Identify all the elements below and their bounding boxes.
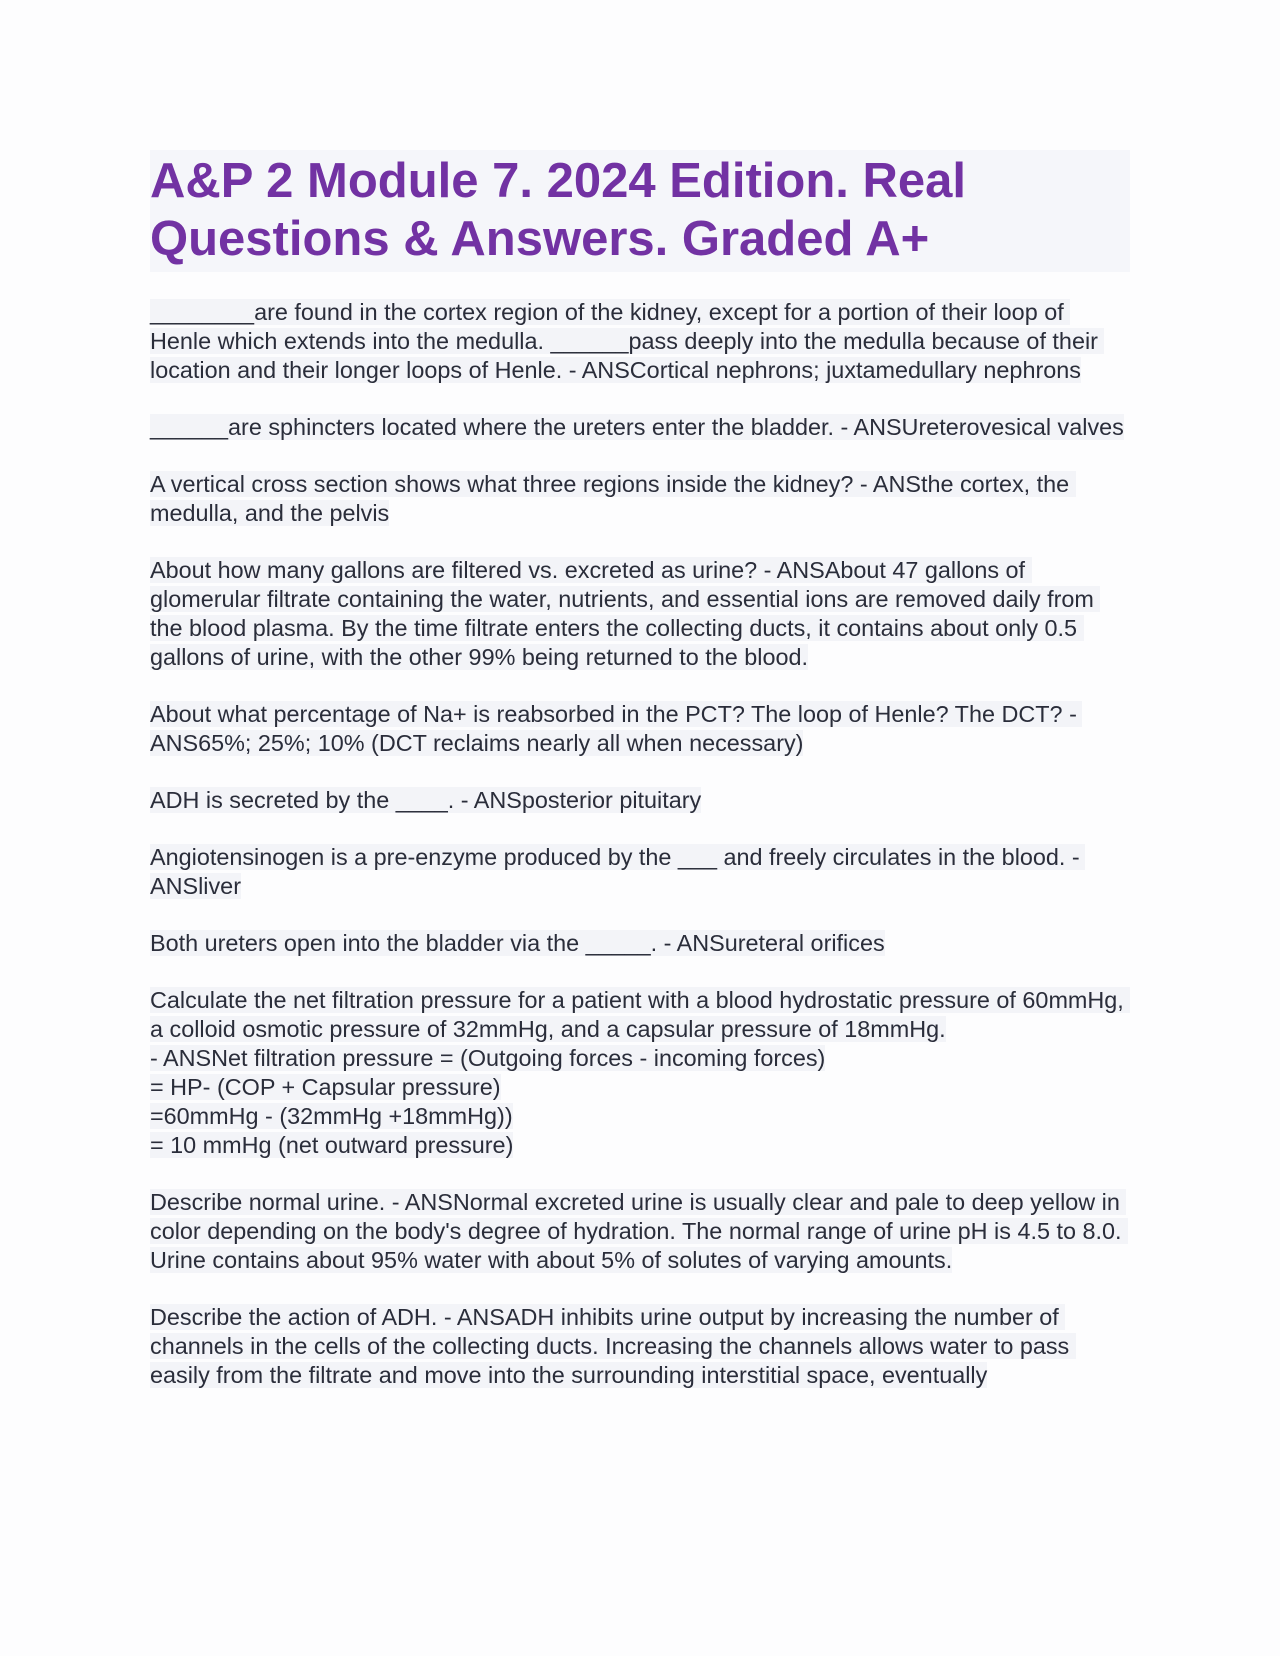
qa-text: Angiotensinogen is a pre-enzyme produced by the ___ and freely circulates in the blood. - ANSliver — [150, 844, 1085, 899]
qa-text: About how many gallons are filtered vs. excreted as urine? - ANSAbout 47 gallons of glomerular filtrate containing the water, nutrients, and essential ions are removed daily from the blood plasma. By the time filtrate enters the collecting ducts, it contains about only 0.5 gallons of urine, with the other 99% being returned to the blood. — [150, 557, 1101, 670]
qa-text: A vertical cross section shows what three regions inside the kidney? - ANSthe cortex, the medulla, and the pelvis — [150, 471, 1076, 526]
qa-item — [150, 843, 1130, 901]
qa-text: ______are sphincters located where the ureters enter the bladder. - ANSUreterovesical valves — [150, 414, 1124, 440]
qa-text: ADH is secreted by the ____. - ANSposterior pituitary — [150, 787, 702, 813]
qa-text: Both ureters open into the bladder via the _____. - ANSureteral orifices — [150, 930, 885, 956]
qa-item — [150, 929, 1130, 958]
document-title: A&P 2 Module 7. 2024 Edition. Real Questions & Answers. Graded A+ — [150, 154, 966, 266]
qa-text: Describe the action of ADH. - ANSADH inhibits urine output by increasing the number of channels in the cells of the collecting ducts. Increasing the channels allows water to pass easily from the filtrate and move into the surrounding interstitial space, eventually — [150, 1304, 1076, 1388]
title-block — [150, 150, 1130, 272]
qa-item — [150, 700, 1130, 758]
qa-item — [150, 413, 1130, 442]
document-page — [150, 150, 1130, 1418]
qa-text: ________are found in the cortex region of the kidney, except for a portion of their loop of Henle which extends into the medulla. ______pass deeply into the medulla because of their location and their longer loops of Henle. - ANSCortical nephrons; juxtamedullary nephrons — [150, 299, 1105, 383]
qa-item — [150, 470, 1130, 528]
qa-item — [150, 1303, 1130, 1390]
qa-text: About what percentage of Na+ is reabsorbed in the PCT? The loop of Henle? The DCT? - ANS65%; 25%; 10% (DCT reclaims nearly all when necessary) — [150, 701, 1083, 756]
qa-item — [150, 786, 1130, 815]
qa-text: Describe normal urine. - ANSNormal excreted urine is usually clear and pale to deep yellow in color depending on the body's degree of hydration. The normal range of urine pH is 4.5 to 8.0. Urine contains about 95% water with about 5% of solutes of varying amounts. — [150, 1189, 1128, 1273]
qa-text: Calculate the net filtration pressure for a patient with a blood hydrostatic pressure of 60mmHg, a colloid osmotic pressure of 32mmHg, and a capsular pressure of 18mmHg. - ANSNet filtration pressure = (Outgoing forces - incoming forces) = HP- (COP + Capsular pressure) =60mmHg - (32mmHg +18mmHg)) = 10 mmHg (net outward pressure) — [150, 987, 1130, 1158]
qa-item — [150, 298, 1130, 385]
qa-item — [150, 1188, 1130, 1275]
qa-item — [150, 556, 1130, 672]
qa-item — [150, 986, 1130, 1160]
